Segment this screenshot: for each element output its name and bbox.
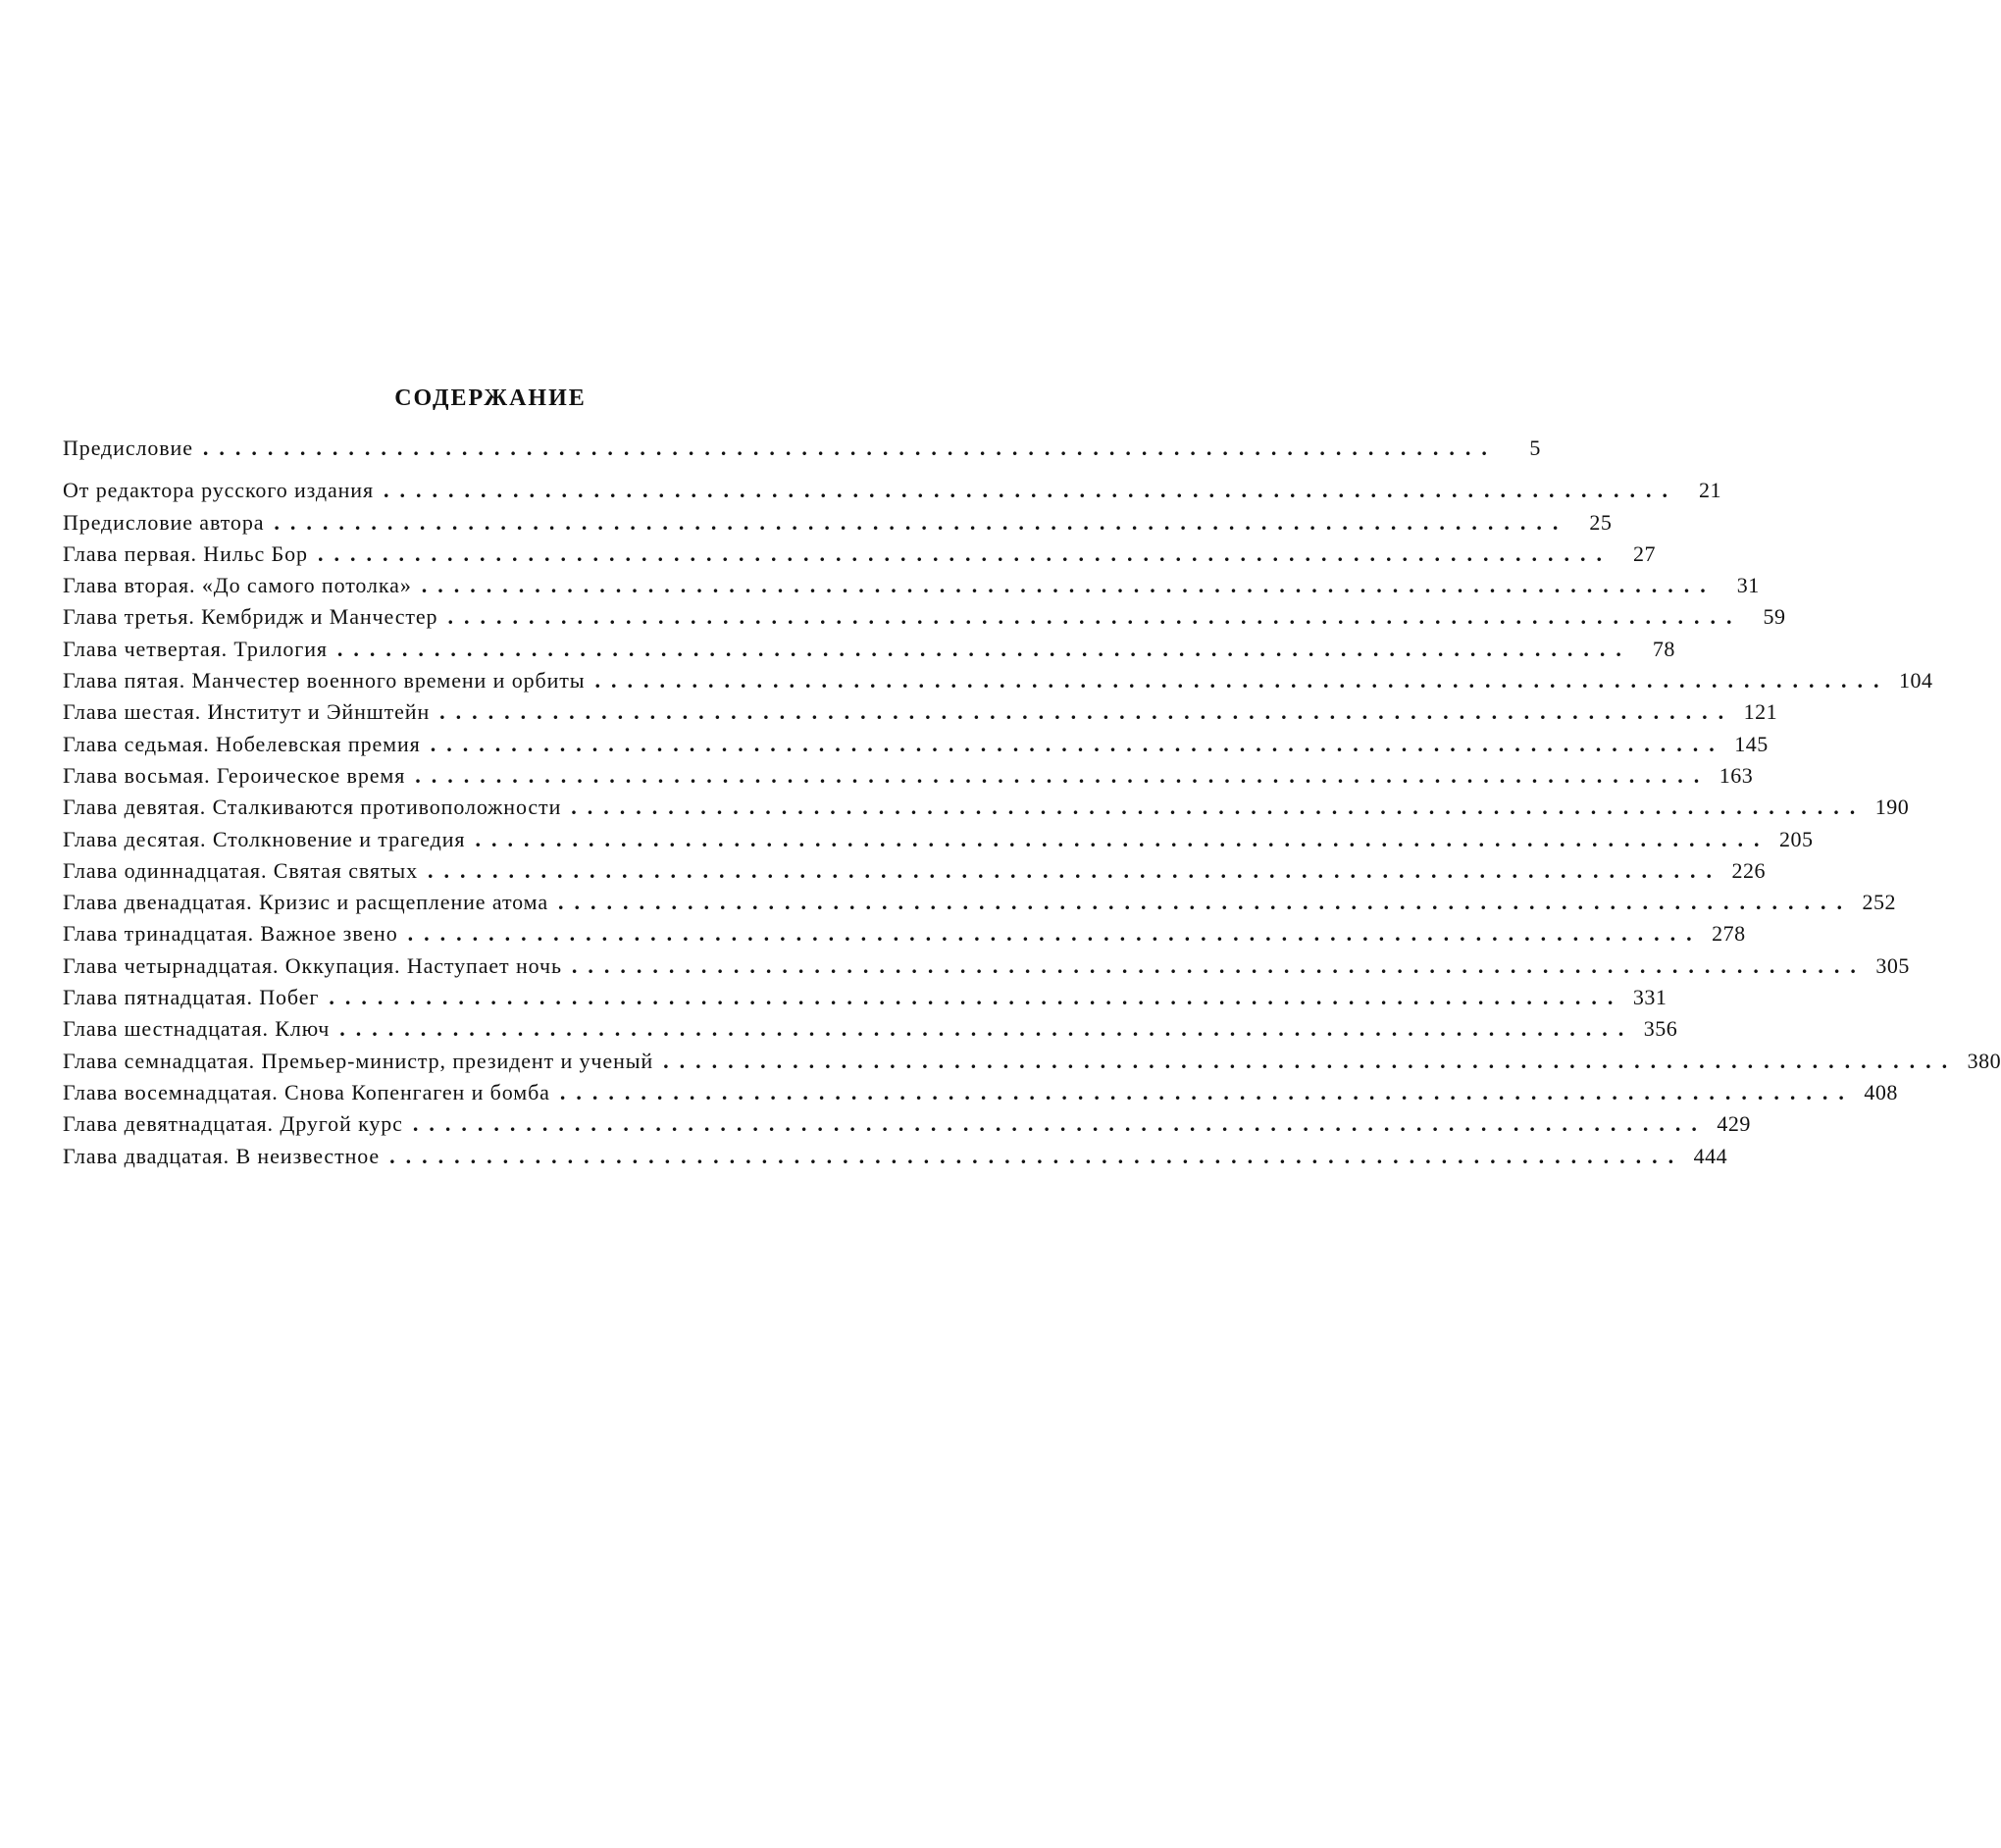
toc-entry-label: Глава третья. Кембридж и Манчестер [63,604,438,630]
toc-entry [63,433,1541,464]
toc-entry-label: Глава двадцатая. В неизвестное [63,1143,381,1168]
toc-entry [63,982,1668,1013]
toc-dot-leader: ................................................................................ [439,699,1735,725]
toc-entry [63,1013,1678,1045]
toc-dot-leader: ................................................................................ [317,540,1613,566]
toc-entry [63,792,1910,823]
toc-entry-page-number: 331 [1632,985,1668,1010]
toc-dot-leader: ................................................................................ [571,795,1867,820]
toc-entry-label: Глава девятая. Сталкиваются противоположности [63,795,562,820]
toc-entry [63,1077,1898,1108]
toc-entry-page-number: 444 [1693,1143,1728,1168]
toc-entry [63,1141,1728,1172]
toc-entry-page-number: 27 [1632,540,1656,566]
toc-dot-leader: ................................................................................ [329,985,1624,1010]
toc-entry-page-number: 59 [1763,604,1786,630]
toc-entry-label: Глава тринадцатая. Важное звено [63,921,398,947]
toc-entry [63,696,1778,728]
toc-entry-page-number: 205 [1778,826,1814,851]
toc-entry-label: Предисловие автора [63,509,265,535]
toc-dot-leader: ................................................................................ [559,1079,1855,1104]
page-title: СОДЕРЖАНИЕ [394,385,587,412]
toc-dot-leader: ................................................................................ [427,857,1722,883]
toc-dot-leader: ................................................................................ [663,1048,1959,1073]
toc-entry [63,729,1769,760]
toc-entry-page-number: 252 [1862,890,1897,915]
toc-entry-page-number: 104 [1898,668,1933,693]
toc-entry-label: Глава пятая. Манчестер военного времени и орбиты [63,668,586,693]
toc-dot-leader: ................................................................................ [415,762,1711,788]
toc-entry-label: Глава восемнадцатая. Снова Копенгаген и бомба [63,1079,550,1104]
toc-entry [63,507,1613,539]
toc-dot-leader: ................................................................................ [339,1016,1635,1042]
toc-entry [63,539,1656,570]
toc-entry-label: Глава шестая. Институт и Эйнштейн [63,699,431,725]
toc-entry-page-number: 145 [1734,731,1769,756]
toc-entry-label: Глава седьмая. Нобелевская премия [63,731,421,756]
toc-entry [63,824,1814,855]
toc-entry-page-number: 78 [1652,636,1675,661]
toc-dot-leader: ................................................................................ [475,826,1770,851]
toc-entry-page-number: 25 [1589,509,1613,535]
toc-dot-leader: ................................................................................ [336,636,1632,661]
toc-entry-page-number: 121 [1743,699,1778,725]
toc-entry-label: Глава шестнадцатая. Ключ [63,1016,331,1042]
toc-entry-label: Глава четырнадцатая. Оккупация. Наступает ночь [63,952,562,978]
toc-dot-leader: ................................................................................ [274,509,1569,535]
toc-entry-page-number: 21 [1699,478,1721,503]
toc-entry-page-number: 190 [1874,795,1910,820]
toc-entry-label: Глава вторая. «До самого потолка» [63,573,412,598]
toc-entry-label: Глава пятнадцатая. Побег [63,985,320,1010]
toc-dot-leader: ................................................................................ [407,921,1703,947]
toc-entry [63,760,1754,792]
toc-entry-page-number: 278 [1712,921,1746,947]
toc-entry-page-number: 429 [1717,1111,1751,1137]
toc-dot-leader: ................................................................................ [421,573,1717,598]
toc-dot-leader: ................................................................................ [384,478,1678,503]
toc-entry [63,1046,2001,1077]
toc-dot-leader: ................................................................................ [571,952,1867,978]
toc-entry-label: Глава одиннадцатая. Святая святых [63,857,418,883]
toc-dot-leader: ................................................................................ [594,668,1890,693]
toc-entry-page-number: 356 [1643,1016,1678,1042]
toc-dot-leader: ................................................................................ [202,436,1498,460]
toc-entry-label: Глава девятнадцатая. Другой курс [63,1111,403,1137]
toc-entry-page-number: 31 [1736,573,1760,598]
toc-entry-page-number: 408 [1864,1079,1898,1104]
toc-entry-label: Глава семнадцатая. Премьер-министр, президент и ученый [63,1048,654,1073]
toc-entry [63,665,1933,696]
toc-dot-leader: ................................................................................ [389,1143,1685,1168]
toc-entry [63,950,1910,982]
toc-entry-label: Глава первая. Нильс Бор [63,540,308,566]
toc-entry [63,855,1766,887]
toc-entry-label: Глава десятая. Столкновение и трагедия [63,826,466,851]
toc-entry-page-number: 305 [1875,952,1910,978]
toc-entry [63,601,1786,633]
toc-entry-page-number: 226 [1731,857,1766,883]
toc-entry [63,887,1897,918]
toc-entry-label: Глава восьмая. Героическое время [63,762,406,788]
toc-entry-label: Предисловие [63,436,193,460]
toc-entry-label: Глава двенадцатая. Кризис и расщепление атома [63,890,549,915]
toc-dot-leader: ................................................................................ [447,604,1743,630]
toc-dot-leader: ................................................................................ [558,890,1854,915]
toc-entry-page-number: 163 [1719,762,1754,788]
toc-dot-leader: ................................................................................ [412,1111,1708,1137]
toc-dot-leader: ................................................................................ [430,731,1725,756]
toc-entry-label: Глава четвертая. Трилогия [63,636,328,661]
toc-entry [63,475,1721,506]
toc-entry [63,634,1675,665]
toc-entry-page-number: 5 [1529,436,1541,460]
toc-entry-page-number: 380 [1967,1048,2001,1073]
toc-entry-label: От редактора русского издания [63,478,374,503]
toc-entry [63,570,1760,601]
toc-entry [63,1108,1751,1140]
table-of-contents [63,433,2001,1172]
toc-entry [63,918,1746,950]
